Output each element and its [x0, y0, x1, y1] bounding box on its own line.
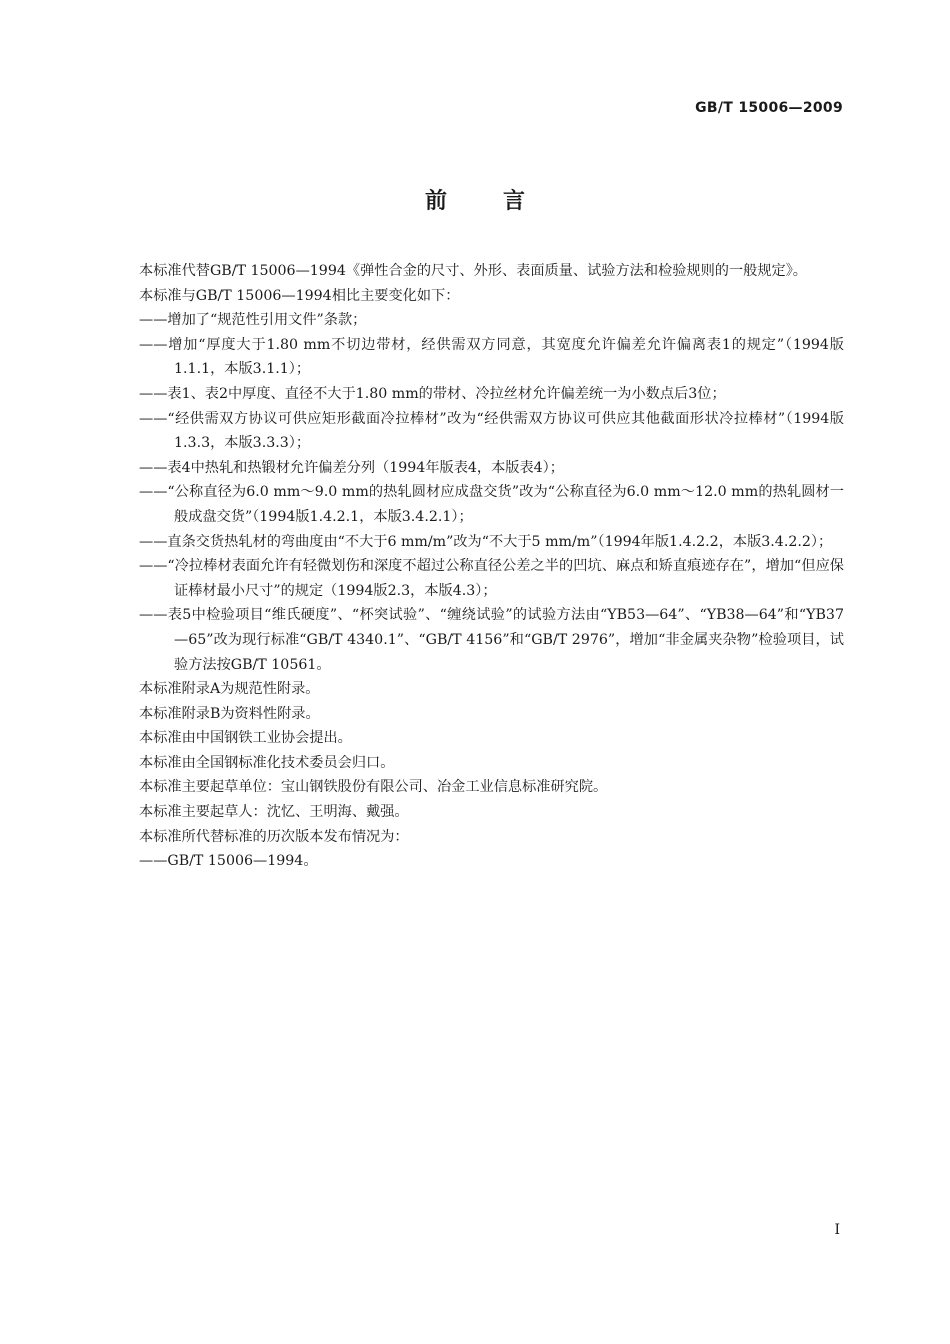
change-item: ——“经供需双方协议可供应矩形截面冷拉棒材”改为“经供需双方协议可供应其他截面形状冷拉棒材”（1994版1.3.3，本版3.3.3）；: [139, 410, 844, 452]
committee-note: 本标准由全国钢标准化技术委员会归口。: [139, 754, 395, 771]
appendix-a-note: 本标准附录A为规范性附录。: [139, 681, 320, 698]
history-intro: 本标准所代替标准的历次版本发布情况为：: [139, 828, 409, 845]
change-item: ——表1、表2中厚度、直径不大于1.80 mm的带材、冷拉丝材允许偏差统一为小数点后3位；: [139, 385, 726, 402]
intro-paragraph: 本标准代替GB/T 15006—1994《弹性合金的尺寸、外形、表面质量、试验方法和检验规则的一般规定》。: [139, 263, 807, 279]
page-title: 前言: [424, 189, 581, 214]
standard-code: GB/T 15006—2009: [695, 100, 843, 116]
appendix-b-note: 本标准附录B为资料性附录。: [139, 705, 320, 722]
page-number: I: [834, 1222, 840, 1238]
foreword-body: [108, 259, 844, 874]
change-item: ——表4中热轧和热锻材允许偏差分列（1994年版表4，本版表4）；: [139, 459, 564, 476]
change-item: ——“公称直径为6.0 mm～9.0 mm的热轧圆材应成盘交货”改为“公称直径为6.0 mm～12.0 mm的热轧圆材一般成盘交货”（1994版1.4.2.1，本版3.4.2.1）；: [139, 484, 844, 525]
change-item: ——增加“厚度大于1.80 mm不切边带材，经供需双方同意，其宽度允许偏差允许偏离表1的规定”（1994版1.1.1，本版3.1.1）；: [139, 336, 844, 378]
change-item: ——“冷拉棒材表面允许有轻微划伤和深度不超过公称直径公差之半的凹坑、麻点和矫直痕迹存在”，增加“但应保证棒材最小尺寸”的规定（1994版2.3，本版4.3）；: [139, 558, 844, 599]
drafters-note: 本标准主要起草人：沈忆、王明海、戴强。: [139, 804, 409, 821]
changes-intro-paragraph: 本标准与GB/T 15006—1994相比主要变化如下：: [139, 287, 460, 304]
drafting-units-note: 本标准主要起草单位：宝山钢铁股份有限公司、冶金工业信息标准研究院。: [139, 779, 608, 796]
change-item: ——增加了“规范性引用文件”条款；: [139, 312, 367, 329]
change-item: ——直条交货热轧材的弯曲度由“不大于6 mm/m”改为“不大于5 mm/m”（1994年版1.4.2.2，本版3.4.2.2）；: [139, 533, 833, 550]
change-item: ——表5中检验项目“维氏硬度”、“杯突试验”、“缠绕试验”的试验方法由“YB53—64”、“YB38—64”和“YB37—65”改为现行标准“GB/T 4340.1”、“GB/T 4156”和“GB/T 2976”，增加“非金属夹杂物”检验项目，试验方法按GB/T 10561。: [139, 607, 844, 673]
history-item: ——GB/T 15006—1994。: [139, 853, 318, 870]
proposer-note: 本标准由中国钢铁工业协会提出。: [139, 730, 352, 747]
